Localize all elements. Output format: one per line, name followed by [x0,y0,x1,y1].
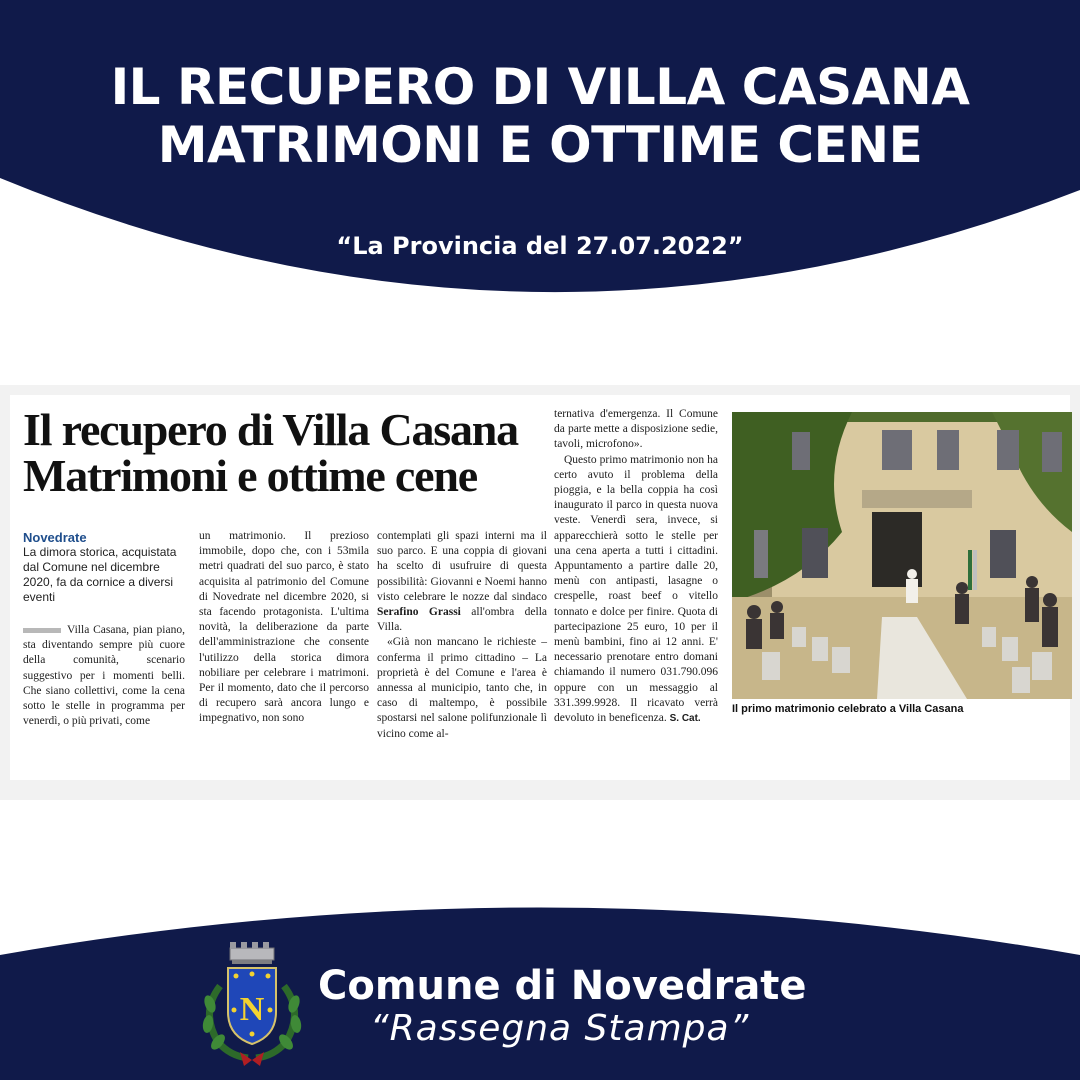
wedding-photo [732,412,1072,699]
page-title [0,58,1080,174]
article-column-4 [554,407,718,726]
article-title-line1: Il recupero di Villa Casana [23,404,518,455]
mayor-name: Serafino Grassi [377,606,461,619]
article-column-2: un matrimonio. Il prezioso immobile, dopo che, con i 53mila metri quadrati del suo parco, è stato acquisita al patrimonio del Comune di Novedrate nel dicembre 2020, si sta facendo protagonista. L'ultima novità, la deliberazione da parte dell'amministrazione che consente l'utilizzo della storica dimora nobiliare per celebrare i matrimoni. Per il momento, dato che il percorso di recupero sarà ancora lungo e impegnativo, non sono [199,530,369,725]
footer-title: Comune di Novedrate [318,963,807,1009]
page-title-line1: IL RECUPERO DI VILLA CASANA [110,58,970,116]
column-1-text: Villa Casana, pian piano, sta diventando sempre più cuore della comunità, scenario suggestivo per i momenti belli. Che siano collettivi, come la cena sotto le stelle in programma per venerdì, o più privati, come [23,624,185,728]
column-3-text-b: all'ombra della Villa. [377,606,547,634]
source-label: “La Provincia del 27.07.2022” [336,232,744,260]
photo-caption: Il primo matrimonio celebrato a Villa Casana [732,703,964,715]
kicker-text: La dimora storica, acquistata dal Comune nel dicembre 2020, fa da cornice a diversi eventi [23,545,177,604]
column-3-text-c: «Già non mancano le richieste – conferma il primo cittadino – La proprietà è del Comune e l'area è annessa al municipio, tanto che, in caso di maltempo, è possibile spostarsi nel salone polifunzionale lì vicino come al- [377,636,547,740]
footer-subtitle: “Rassegna Stampa” [370,1008,750,1049]
column-3-text-a: contemplati gli spazi interni ma il suo parco. E una coppia di giovani ha scelto di usufruire di questa possibilità: Giovanni e Noemi hanno visto celebrare le nozze dal sindaco [377,530,547,603]
lead-rule [23,628,61,633]
column-4-text-a: ternativa d'emergenza. Il Comune da parte mette a disposizione sedie, tavoli, microfono». [554,408,718,451]
article-column-3 [377,529,547,742]
newspaper-clipping [10,395,1070,780]
column-4-text-b: Questo primo matrimonio non ha certo avuto il problema della pioggia, e la bella coppia ha così inaugurato il parco in questa nuova veste. Venerdì sera, invece, si apparecchierà sotto le stelle per una cena aperta a tutti i cittadini. Appuntamento a partire dalle 20, menù con antipasti, lasagne o crespelle, roast beef o vitello tonnato e dolce per finire. Quota di partecipazione 25 euro, 10 per il menù bambini, fino ai 12 anni. E' necessario prenotare entro domani chiamando il numero 031.790.096 oppure con un messaggio al 331.399.9928. Il ricavato verrà devoluto in beneficenza. [554,453,718,725]
kicker-place: Novedrate [23,530,87,545]
crest-letter: N [239,991,265,1028]
article-column-1 [23,623,185,729]
article-title [23,404,553,501]
municipal-crest-icon [196,942,308,1068]
author-signature: S. Cat. [669,713,701,725]
page-title-line2: MATRIMONI E OTTIME CENE [157,116,923,174]
article-title-line2: Matrimoni e ottime cene [23,450,477,501]
clipping-area [0,385,1080,800]
article-kicker [23,530,183,605]
